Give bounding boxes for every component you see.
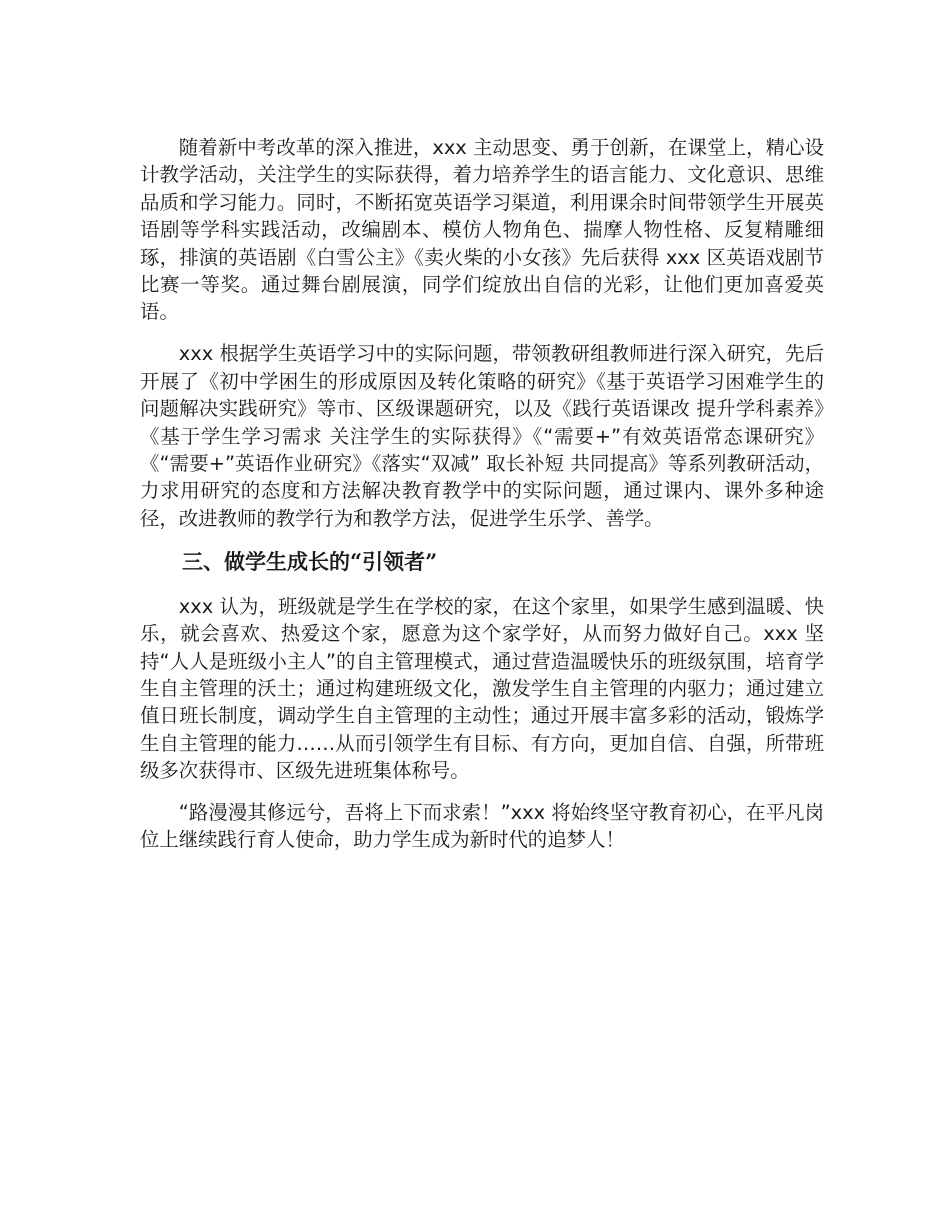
paragraph-english-drama: 随着新中考改革的深入推进，xxx 主动思变、勇于创新，在课堂上，精心设计教学活动，关注学生的实际获得，着力培养学生的语言能力、文化意识、思维品质和学习能力。同时，不断拓宽英语学习渠道，利用课余时间带领学生开展英语剧等学科实践活动，改编剧本、模仿人物角色、揣摩人物性格、反复精雕细琢，排演的英语剧《白雪公主》《卖火柴的小女孩》先后获得 xxx 区英语戏剧节比赛一等奖。通过舞台剧展演，同学们绽放出自信的光彩，让他们更加喜爱英语。 [140,136,824,324]
section-heading: 三、做学生成长的“引领者” [182,548,438,574]
paragraph-closing: “路漫漫其修远兮，吾将上下而求索！”xxx 将始终坚守教育初心，在平凡岗位上继续践行育人使命，助力学生成为新时代的追梦人！ [140,801,824,852]
paragraph-class-management: xxx 认为，班级就是学生在学校的家，在这个家里，如果学生感到温暖、快乐，就会喜欢、热爱这个家，愿意为这个家学好，从而努力做好自己。xxx 坚持“人人是班级小主人”的自主管理模式，通过营造温暖快乐的班级氛围，培育学生自主管理的沃土；通过构建班级文化，激发学生自主管理的内驱力；通过建立值日班长制度，调动学生自主管理的主动性；通过开展丰富多彩的活动，锻炼学生自主管理的能力……从而引领学生有目标、有方向，更加自信、自强，所带班级多次获得市、区级先进班集体称号。 [140,594,824,783]
document-body [140,134,824,868]
paragraph-teaching-research: xxx 根据学生英语学习中的实际问题，带领教研组教师进行深入研究，先后开展了《初中学困生的形成原因及转化策略的研究》《基于英语学习困难学生的问题解决实践研究》等市、区级课题研究，以及《践行英语课改 提升学科素养》《基于学生学习需求 关注学生的实际获得》《“需要+”有效英语常态课研究》《“需要+”英语作业研究》《落实“双减” 取长补短 共同提高》等系列教研活动，力求用研究的态度和方法解决教育教学中的实际问题，通过课内、课外多种途径，改进教师的教学行为和教学方法，促进学生乐学、善学。 [140,342,824,530]
